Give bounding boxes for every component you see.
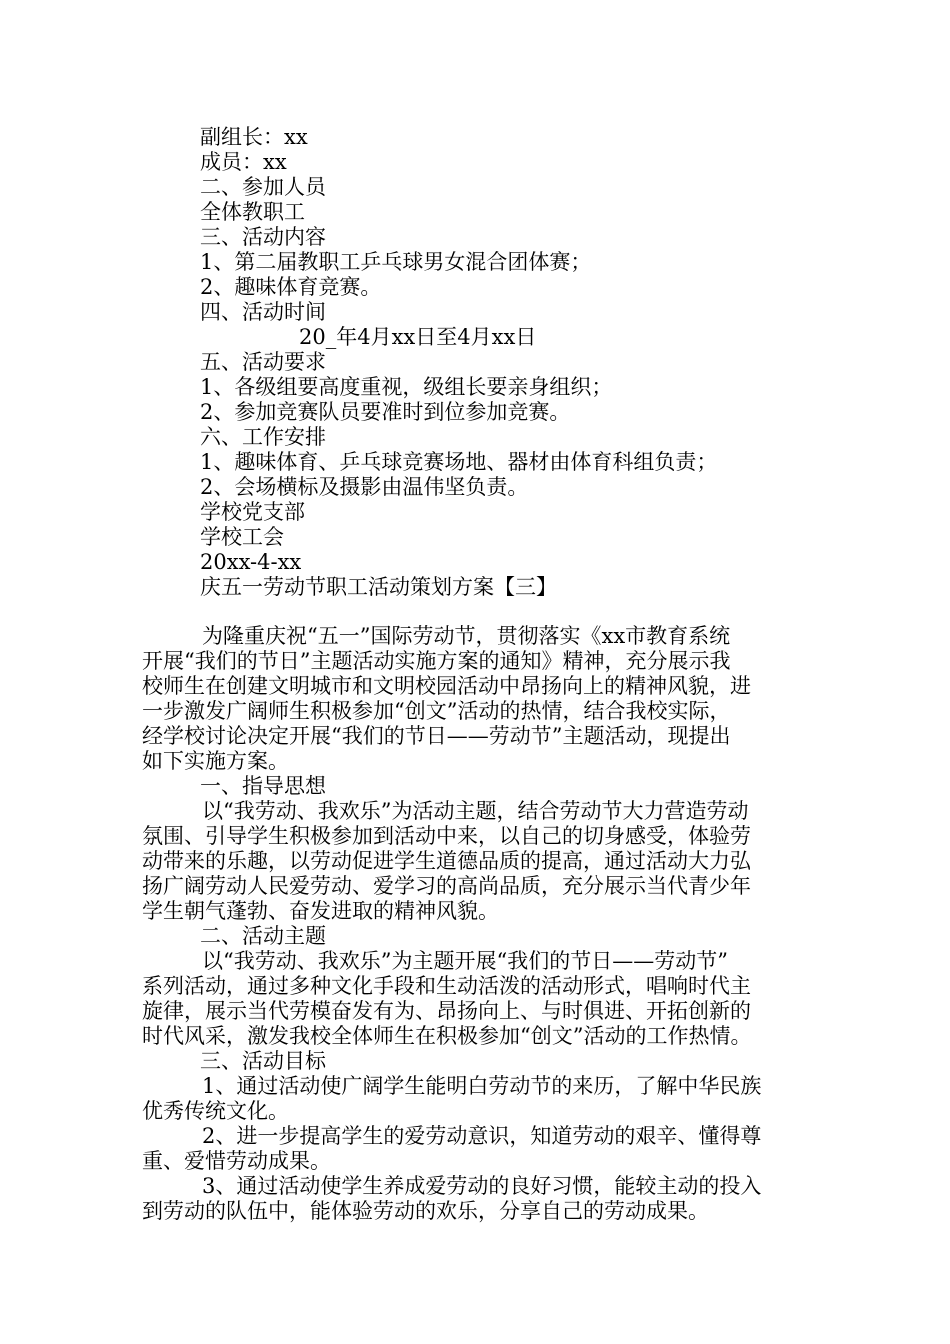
paragraph-line: 系列活动，通过多种文化手段和生动活泼的活动形式，唱响时代主 xyxy=(142,974,751,998)
activity-time-line: 20_年4月xx日至4月xx日 xyxy=(299,325,537,349)
intro-line: 校师生在创建文明城市和文明校园活动中昂扬向上的精神风貌，进 xyxy=(142,674,751,698)
goal-line: 1、通过活动使广阔学生能明白劳动节的来历，了解中华民族 xyxy=(202,1074,762,1098)
section-title: 庆五一劳动节职工活动策划方案【三】 xyxy=(200,575,557,599)
text-line: 六、工作安排 xyxy=(200,425,326,449)
paragraph-line: 时代风采，激发我校全体师生在积极参加“创文”活动的工作热情。 xyxy=(142,1024,752,1048)
text-line: 四、活动时间 xyxy=(200,300,326,324)
text-line: 学校工会 xyxy=(200,525,284,549)
goal-line: 2、进一步提高学生的爱劳动意识，知道劳动的艰辛、懂得尊 xyxy=(202,1124,762,1148)
text-line: 2、参加竞赛队员要准时到位参加竞赛。 xyxy=(200,400,571,424)
intro-line: 开展“我们的节日”主题活动实施方案的通知》精神，充分展示我 xyxy=(142,649,731,673)
paragraph-line: 氛围、引导学生积极参加到活动中来，以自己的切身感受，体验劳 xyxy=(142,824,751,848)
heading-activity-goals: 三、活动目标 xyxy=(200,1049,326,1073)
text-line: 1、各级组要高度重视，级组长要亲身组织； xyxy=(200,375,613,399)
text-line: 副组长：xx xyxy=(200,125,308,149)
intro-line: 经学校讨论决定开展“我们的节日——劳动节”主题活动，现提出 xyxy=(142,724,731,748)
paragraph-line: 学生朝气蓬勃、奋发进取的精神风貌。 xyxy=(142,899,499,923)
intro-line: 为隆重庆祝“五一”国际劳动节，贯彻落实《xx市教育系统 xyxy=(202,624,731,648)
intro-line: 一步激发广阔师生积极参加“创文”活动的热情，结合我校实际， xyxy=(142,699,731,723)
text-line: 五、活动要求 xyxy=(200,350,326,374)
text-line: 三、活动内容 xyxy=(200,225,326,249)
text-line: 2、会场横标及摄影由温伟坚负责。 xyxy=(200,475,529,499)
goal-line: 3、通过活动使学生养成爱劳动的良好习惯，能较主动的投入 xyxy=(202,1174,762,1198)
text-line: 全体教职工 xyxy=(200,200,305,224)
paragraph-line: 扬广阔劳动人民爱劳动、爱学习的高尚品质，充分展示当代青少年 xyxy=(142,874,751,898)
heading-guiding-ideology: 一、指导思想 xyxy=(200,774,326,798)
paragraph-line: 动带来的乐趣，以劳动促进学生道德品质的提高，通过活动大力弘 xyxy=(142,849,751,873)
paragraph-line: 旋律，展示当代劳模奋发有为、昂扬向上、与时俱进、开拓创新的 xyxy=(142,999,751,1023)
text-line: 1、趣味体育、乒乓球竞赛场地、器材由体育科组负责； xyxy=(200,450,718,474)
text-line: 20xx-4-xx xyxy=(200,550,302,574)
text-line: 成员：xx xyxy=(200,150,287,174)
heading-activity-theme: 二、活动主题 xyxy=(200,924,326,948)
goal-line: 优秀传统文化。 xyxy=(142,1099,289,1123)
paragraph-line: 以“我劳动、我欢乐”为主题开展“我们的节日——劳动节” xyxy=(202,949,728,973)
text-line: 二、参加人员 xyxy=(200,175,326,199)
text-line: 1、第二届教职工乒乓球男女混合团体赛； xyxy=(200,250,592,274)
goal-line: 重、爱惜劳动成果。 xyxy=(142,1149,331,1173)
paragraph-line: 以“我劳动、我欢乐”为活动主题，结合劳动节大力营造劳动 xyxy=(202,799,749,823)
text-line: 2、趣味体育竞赛。 xyxy=(200,275,382,299)
text-line: 学校党支部 xyxy=(200,500,305,524)
intro-line: 如下实施方案。 xyxy=(142,749,289,773)
goal-line: 到劳动的队伍中，能体验劳动的欢乐，分享自己的劳动成果。 xyxy=(142,1199,709,1223)
